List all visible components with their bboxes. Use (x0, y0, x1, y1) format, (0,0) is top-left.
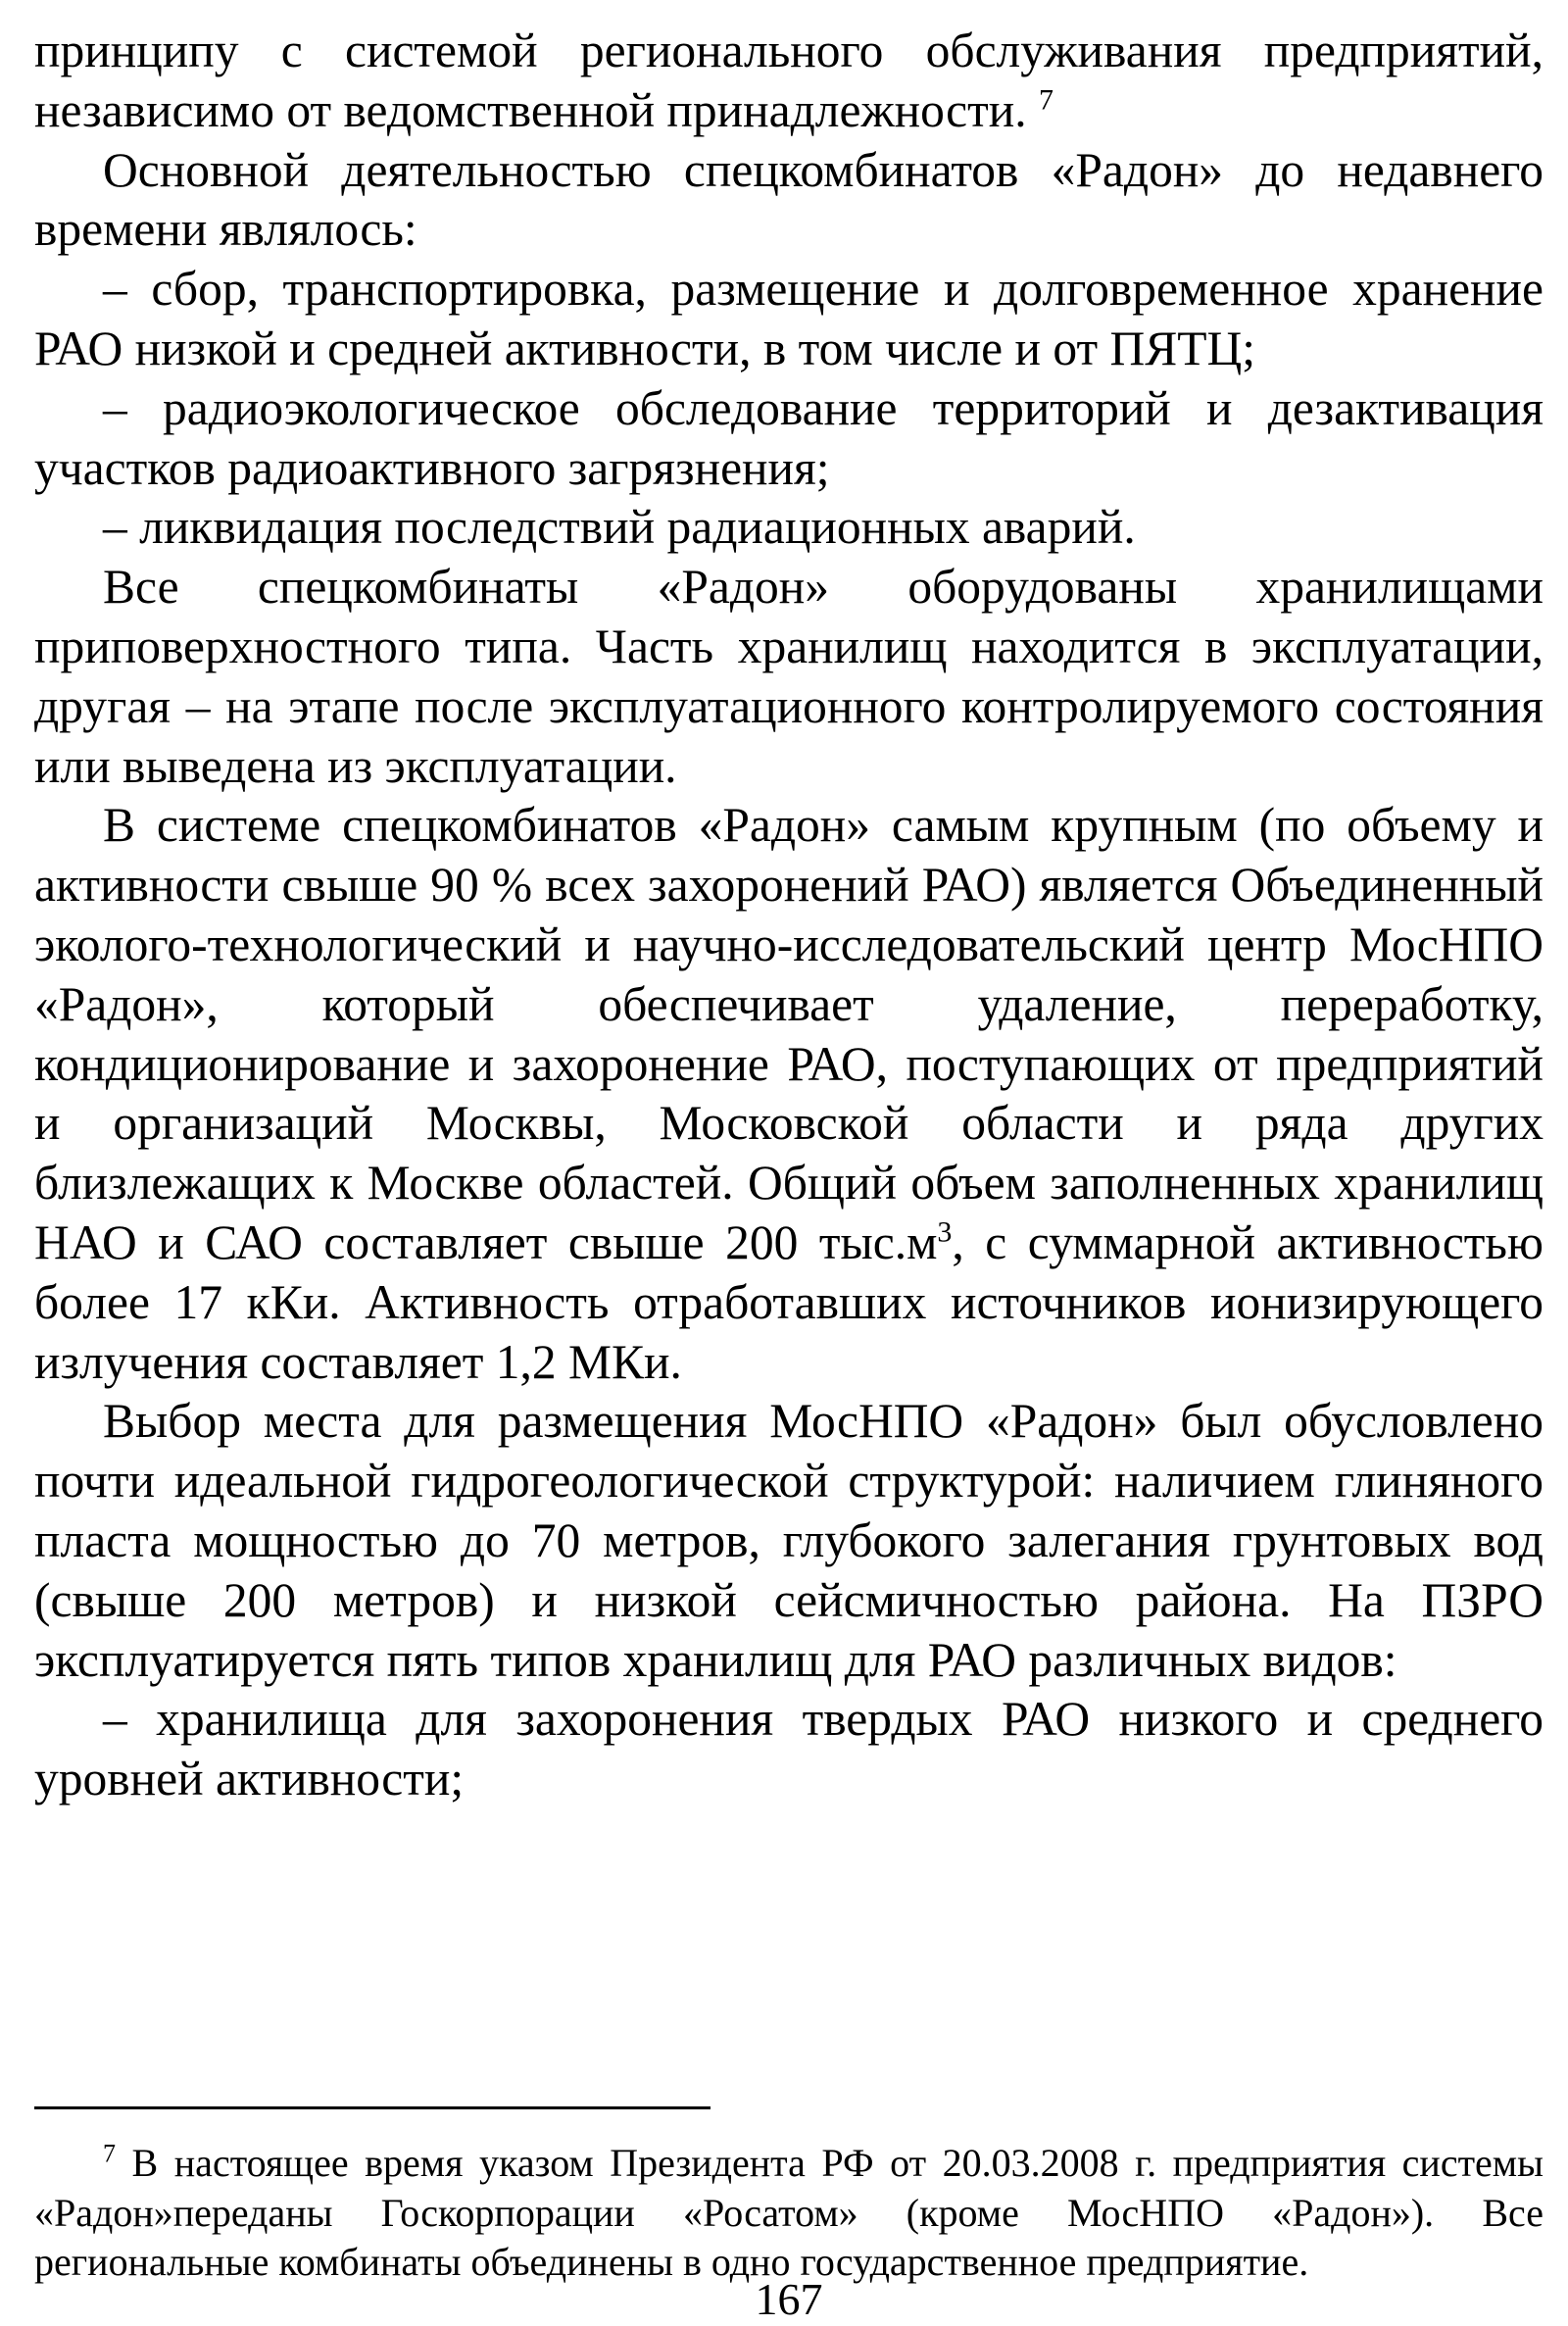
paragraph-4-text-before: В системе спецкомбинатов «Радон» самым крупным (по объему и активности свыше 90 % всех захоронений РАО) является Объединенный эколого-технологический и научно-исследовательский центр МосНПО «Радон», который обеспечивает удаление, переработку, кондиционирование и захоронение РАО, поступающих от предприятий и организаций Москвы, Московской области и ряда других близлежащих к Москве областей. Общий объем заполненных хранилищ НАО и САО составляет свыше 200 тыс.м (34, 798, 1544, 1269)
paragraph-4-text-after: , с суммарной активностью более 17 кКи. Активность отработавших источников ионизирующего излучения составляет 1,2 МКи. (34, 1214, 1544, 1389)
paragraph-3: Все спецкомбинаты «Радон» оборудованы хранилищами приповерхностного типа. Часть хранилищ находится в эксплуатации, другая – на этапе после эксплуатационного контролируемого состояния или выведена из эксплуатации. (34, 560, 1544, 793)
footnote-reference[interactable]: 7 (1039, 83, 1054, 117)
paragraph-4 (34, 796, 1544, 1392)
footnote-text (34, 2139, 1544, 2288)
document-page (34, 22, 1544, 2324)
page-number: 167 (755, 2274, 823, 2324)
list-item-1: – сбор, транспортировка, размещение и долговременное хранение РАО низкой и средней активности, в том числе и от ПЯТЦ; (34, 262, 1544, 375)
footnote (34, 2139, 1544, 2288)
cubic-superscript: 3 (937, 1215, 953, 1249)
footnote-marker: 7 (103, 2139, 116, 2168)
list-item-2: – радиоэкологическое обследование территорий и дезактивация участков радиоактивного загрязнения; (34, 380, 1544, 495)
paragraph-1 (34, 22, 1544, 141)
list-item-4: – хранилища для захоронения твердых РАО низкого и среднего уровней активности; (34, 1692, 1544, 1806)
paragraph-5: Выбор места для размещения МосНПО «Радон» был обусловлено почти идеальной гидрогеологической структурой: наличием глиняного пласта мощностью до 70 метров, глубокого залегания грунтовых вод (свыше 200 метров) и низкой сейсмичностью района. На ПЗРО эксплуатируется пять типов хранилищ для РАО различных видов: (34, 1394, 1544, 1687)
footnote-divider (34, 2106, 710, 2109)
list-item-3: – ликвидация последствий радиационных аварий. (103, 500, 1136, 555)
body-text (34, 22, 1544, 1809)
footnote-body: В настоящее время указом Президента РФ от 20.03.2008 г. предприятия системы «Радон»переданы Госкорпорации «Росатом» (кроме МосНПО «Радон»). Все региональные комбинаты объединены в одно государственное предприятие. (34, 2141, 1544, 2284)
paragraph-1-text: принципу с системой регионального обслуживания предприятий, независимо от ведомственной принадлежности. (34, 24, 1544, 137)
paragraph-2: Основной деятельностью спецкомбинатов «Радон» до недавнего времени являлось: (34, 142, 1544, 257)
